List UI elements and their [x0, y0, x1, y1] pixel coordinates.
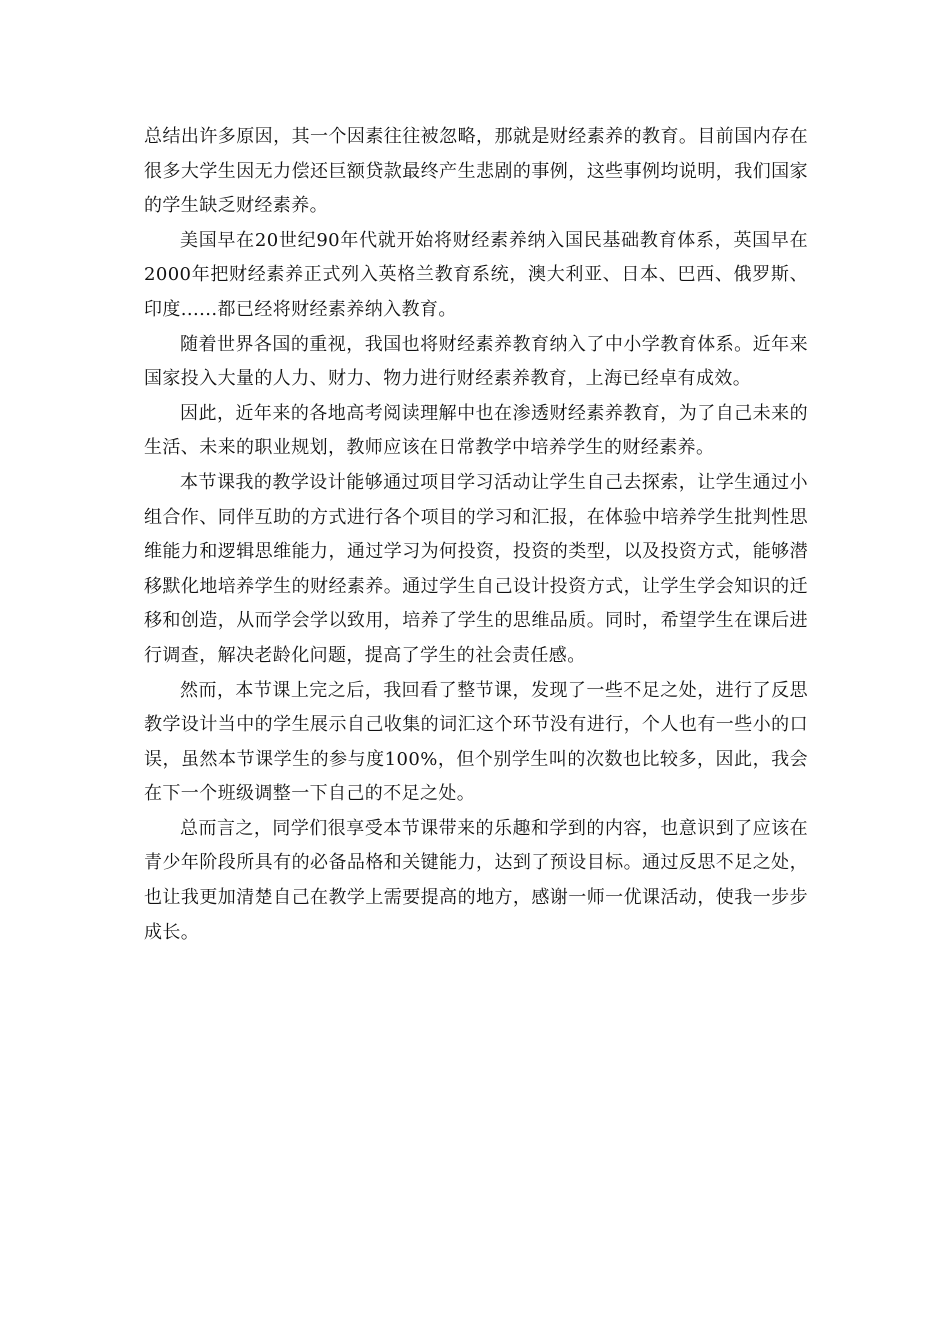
paragraph-causes: 总结出许多原因，其一个因素往往被忽略，那就是财经素养的教育。目前国内存在很多大学生因无力偿还巨额贷款最终产生悲剧的事例，这些事例均说明，我们国家的学生缺乏财经素养。 — [144, 126, 808, 217]
paragraph-summary: 总而言之，同学们很享受本节课带来的乐趣和学到的内容，也意识到了应该在青少年阶段所具有的必备品格和关键能力，达到了预设目标。通过反思不足之处，也让我更加清楚自己在教学上需要提高的地方，感谢一师一优课活动，使我一步步成长。 — [144, 817, 808, 943]
document-page — [144, 120, 808, 950]
paragraph-exam: 因此，近年来的各地高考阅读理解中也在渗透财经素养教育，为了自己未来的生活、未来的职业规划，教师应该在日常教学中培养学生的财经素养。 — [144, 402, 808, 459]
paragraph-reflection: 然而，本节课上完之后，我回看了整节课，发现了一些不足之处，进行了反思教学设计当中的学生展示自己收集的词汇这个环节没有进行，个人也有一些小的口误，虽然本节课学生的参与度100%，但个别学生叫的次数也比较多，因此，我会在下一个班级调整一下自己的不足之处。 — [144, 679, 808, 805]
paragraph-design: 本节课我的教学设计能够通过项目学习活动让学生自己去探索，让学生通过小组合作、同伴互助的方式进行各个项目的学习和汇报，在体验中培养学生批判性思维能力和逻辑思维能力，通过学习为何投资，投资的类型，以及投资方式，能够潜移默化地培养学生的财经素养。通过学生自己设计投资方式，让学生学会知识的迁移和创造，从而学会学以致用，培养了学生的思维品质。同时，希望学生在课后进行调查，解决老龄化问题，提高了学生的社会责任感。 — [144, 471, 808, 666]
paragraph-international: 美国早在20世纪90年代就开始将财经素养纳入国民基础教育体系，英国早在2000年把财经素养正式列入英格兰教育系统，澳大利亚、日本、巴西、俄罗斯、印度......都已经将财经素养纳入教育。 — [144, 229, 808, 320]
paragraph-china: 随着世界各国的重视，我国也将财经素养教育纳入了中小学教育体系。近年来国家投入大量的人力、财力、物力进行财经素养教育，上海已经卓有成效。 — [144, 333, 808, 390]
